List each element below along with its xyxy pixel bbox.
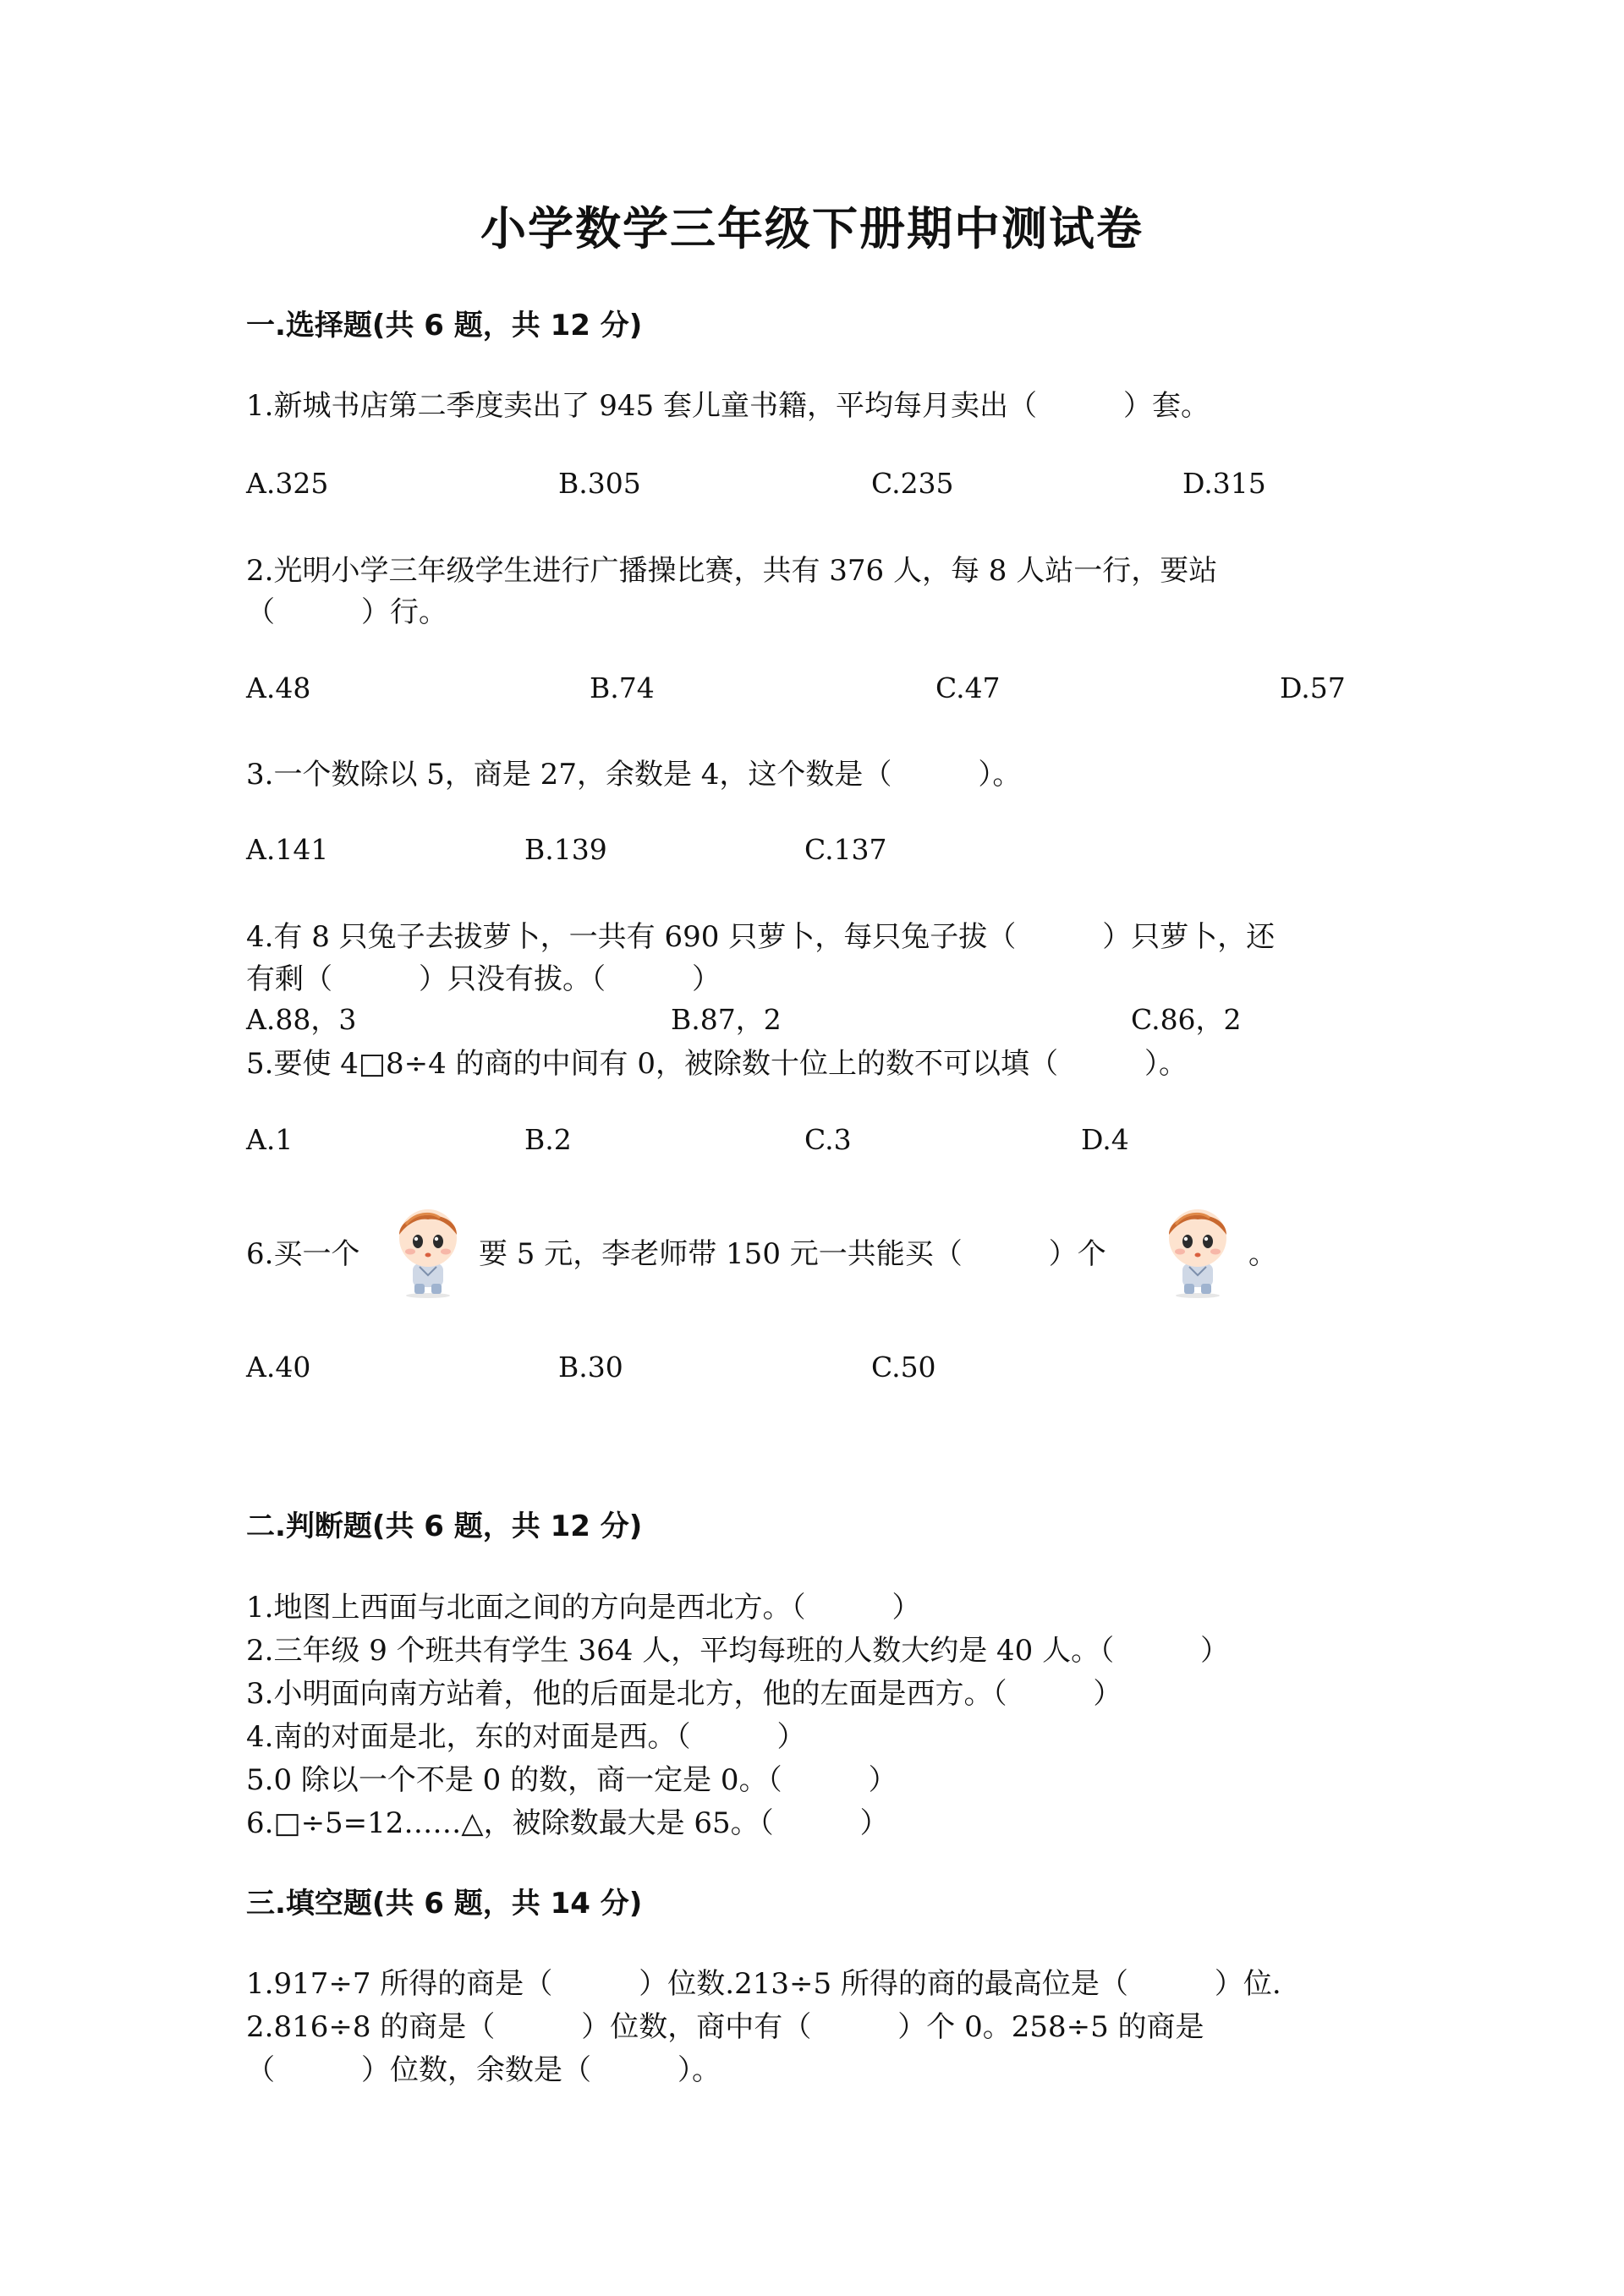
q5-option-b: B.2 (524, 1123, 572, 1156)
q6-option-a: A.40 (246, 1351, 311, 1384)
section-heading-judgment: 二.判断题(共 6 题，共 12 分) (246, 1510, 643, 1543)
q1-option-b: B.305 (558, 467, 641, 500)
boy-cartoon-icon (389, 1199, 467, 1299)
q5-option-a: A.1 (246, 1123, 294, 1156)
fill-question-2-line-1: 2.816÷8 的商是（ ）位数，商中有（ ）个 0。258÷5 的商是 (246, 2010, 1204, 2044)
q2-option-c: C.47 (935, 671, 1001, 704)
question-2-line-1: 2.光明小学三年级学生进行广播操比赛，共有 376 人，每 8 人站一行，要站 (246, 554, 1218, 588)
section-heading-fill-blank: 三.填空题(共 6 题，共 14 分) (246, 1887, 643, 1921)
q1-option-d: D.315 (1182, 467, 1266, 500)
q3-option-b: B.139 (524, 833, 607, 866)
q6-option-c: C.50 (871, 1351, 936, 1384)
question-2-line-2: （ ）行。 (246, 595, 447, 629)
page-title: 小学数学三年级下册期中测试卷 (480, 202, 1144, 255)
question-6-part-1: 6.买一个 (246, 1237, 360, 1271)
q1-option-a: A.325 (246, 467, 329, 500)
question-4-line-2: 有剩（ ）只没有拔。（ ） (246, 962, 721, 996)
boy-cartoon-icon (1159, 1199, 1237, 1299)
q4-option-b: B.87，2 (671, 1003, 782, 1036)
q2-option-a: A.48 (246, 671, 311, 704)
q2-option-b: B.74 (590, 671, 655, 704)
q5-option-d: D.4 (1081, 1123, 1129, 1156)
q4-option-a: A.88，3 (246, 1003, 357, 1036)
question-5: 5.要使 4□8÷4 的商的中间有 0，被除数十位上的数不可以填（ ）。 (246, 1047, 1188, 1081)
q3-option-c: C.137 (804, 833, 887, 866)
question-4-line-1: 4.有 8 只兔子去拔萝卜，一共有 690 只萝卜，每只兔子拔（ ）只萝卜，还 (246, 920, 1276, 954)
judgment-item-2: 2.三年级 9 个班共有学生 364 人，平均每班的人数大约是 40 人。（ ） (246, 1634, 1230, 1668)
judgment-item-4: 4.南的对面是北，东的对面是西。（ ） (246, 1720, 806, 1754)
q2-option-d: D.57 (1280, 671, 1346, 704)
question-1: 1.新城书店第二季度卖出了 945 套儿童书籍，平均每月卖出（ ）套。 (246, 389, 1210, 423)
q1-option-c: C.235 (871, 467, 954, 500)
judgment-item-1: 1.地图上西面与北面之间的方向是西北方。（ ） (246, 1591, 921, 1625)
q3-option-a: A.141 (246, 833, 329, 866)
question-6-part-3: 。 (1248, 1237, 1277, 1271)
judgment-item-6: 6.□÷5=12……△，被除数最大是 65。（ ） (246, 1806, 889, 1840)
judgment-item-3: 3.小明面向南方站着，他的后面是北方，他的左面是西方。（ ） (246, 1677, 1122, 1711)
judgment-item-5: 5.0 除以一个不是 0 的数，商一定是 0。（ ） (246, 1763, 897, 1797)
fill-question-2-line-2: （ ）位数，余数是（ ）。 (246, 2053, 721, 2087)
fill-question-1: 1.917÷7 所得的商是（ ）位数.213÷5 所得的商的最高位是（ ）位. (246, 1967, 1281, 2001)
question-6-part-2: 要 5 元，李老师带 150 元一共能买（ ）个 (479, 1237, 1106, 1271)
q5-option-c: C.3 (804, 1123, 852, 1156)
q4-option-c: C.86，2 (1131, 1003, 1242, 1036)
q6-option-b: B.30 (558, 1351, 623, 1384)
question-3: 3.一个数除以 5，商是 27，余数是 4，这个数是（ ）。 (246, 758, 1022, 792)
section-heading-choice: 一.选择题(共 6 题，共 12 分) (246, 309, 643, 342)
